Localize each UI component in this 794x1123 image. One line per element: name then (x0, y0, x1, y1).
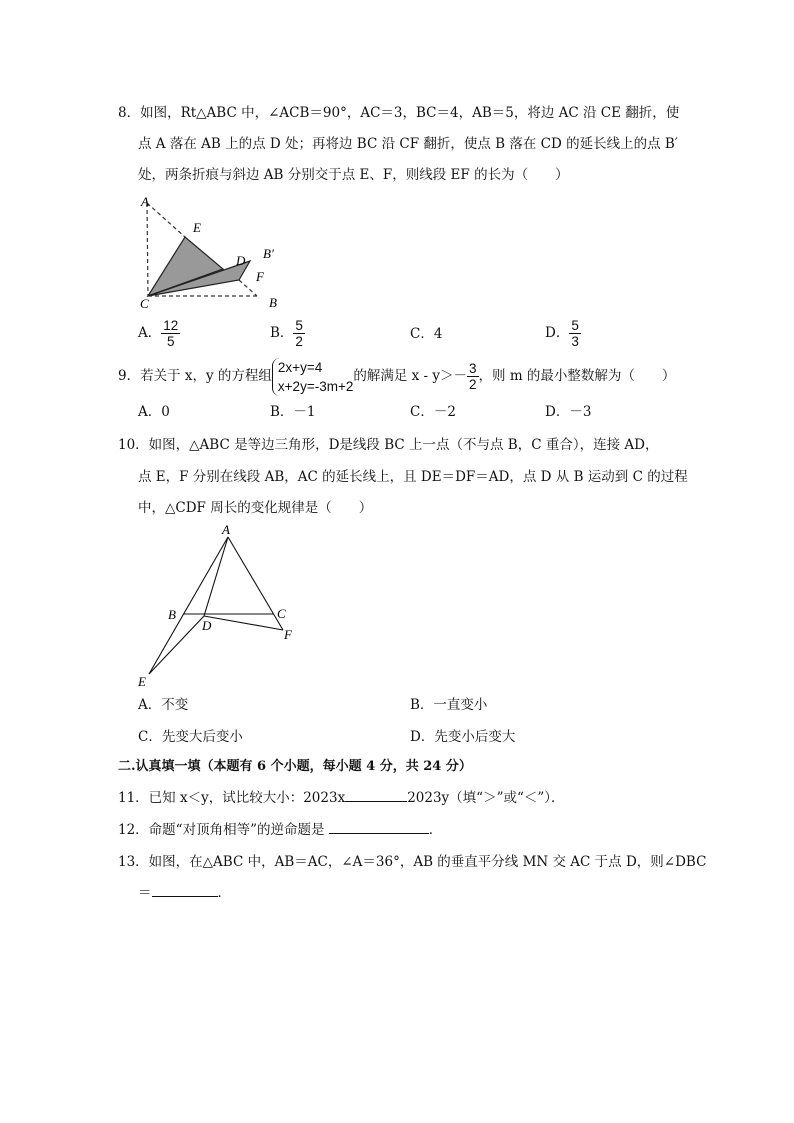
label-A: A (141, 194, 149, 209)
q13-line1: 13．如图，在△ABC 中，AB＝AC，∠A＝36°，AB 的垂直平分线 MN 交 AC 于点 D，则∠DBC (118, 854, 707, 870)
label-C: C (277, 606, 286, 621)
q8-option-c[interactable] (410, 325, 442, 343)
label-E: E (138, 674, 146, 689)
q11-answer-blank[interactable] (345, 801, 407, 802)
label-F: F (256, 269, 264, 284)
q8-option-b[interactable] (270, 318, 305, 349)
option-value: 4 (433, 326, 443, 342)
q13-answer-blank[interactable] (152, 896, 218, 897)
q9-option-d[interactable]: D．－3 (545, 404, 592, 420)
denominator: 2 (295, 334, 303, 349)
equation-2: x+2y=-3m+2 (277, 378, 354, 394)
q8-line3: 处，两条折痕与斜边 AB 分别交于点 E、F，则线段 EF 的长为（ ） (138, 167, 569, 183)
q12-text: 12．命题“对顶角相等”的逆命题是 (118, 822, 329, 838)
q12-text-end: ． (428, 822, 443, 838)
q10-option-a[interactable]: A．不变 (138, 697, 189, 713)
q10-line1: 10．如图，△ABC 是等边三角形，D是线段 BC 上一点（不与点 B，C 重合），连接 AD， (118, 437, 659, 453)
denominator: 2 (469, 377, 477, 392)
q10-line2: 点 E，F 分别在线段 AB，AC 的延长线上，且 DE＝DF＝AD，点 D 从 B 运动到 C 的过程 (138, 469, 688, 485)
option-letter: B． (270, 325, 294, 341)
q8-option-a[interactable] (138, 318, 180, 349)
option-letter: C． (410, 326, 434, 342)
q10-option-b[interactable]: B．一直变小 (410, 697, 488, 713)
numerator: 3 (469, 361, 477, 376)
fraction (161, 318, 180, 349)
q9-stem (118, 356, 675, 396)
q13-line2 (138, 884, 231, 902)
label-B: B (269, 295, 277, 310)
label-D: D (236, 253, 246, 268)
numerator: 5 (295, 318, 303, 333)
label-E: E (193, 220, 201, 235)
numerator: 5 (571, 318, 579, 333)
denominator: 5 (167, 334, 175, 349)
fraction (293, 318, 305, 349)
equals: ＝ (138, 885, 152, 901)
label-B-prime: B′ (263, 246, 274, 261)
q9-mid: 的解满足 x - y＞－ (353, 368, 468, 384)
q9-prefix: 9．若关于 x，y 的方程组 (118, 368, 272, 384)
q8-line1: 8．如图，Rt△ABC 中，∠ACB＝90°，AC＝3，BC＝4，AB＝5，将边 AC 沿 CE 翻折，使 (118, 105, 680, 121)
fraction (467, 361, 479, 392)
q12-answer-blank[interactable] (329, 833, 429, 834)
label-D: D (202, 618, 212, 633)
q10-figure (149, 537, 283, 674)
label-F: F (284, 627, 292, 642)
q10-option-c[interactable]: C．先变大后变小 (138, 729, 243, 745)
q12 (118, 821, 442, 839)
equation-1: 2x+y=4 (277, 359, 323, 375)
period: ． (217, 885, 231, 901)
numerator: 12 (163, 318, 179, 333)
equation-system (272, 358, 353, 396)
q10-line3: 中，△CDF 周长的变化规律是（ ） (138, 500, 373, 516)
option-letter: A． (138, 325, 162, 341)
label-C: C (140, 296, 149, 311)
section-2-heading: 二.认真填一填（本题有 6 个小题，每小题 4 分，共 24 分） (118, 759, 472, 774)
label-B: B (168, 607, 176, 622)
q9-option-b[interactable]: B．－1 (270, 404, 316, 420)
q9-suffix: ，则 m 的最小整数解为（ ） (478, 368, 676, 384)
option-letter: D． (545, 325, 570, 341)
q9-option-a[interactable]: A．0 (138, 404, 170, 420)
q10-option-d[interactable]: D．先变小后变大 (410, 729, 516, 745)
label-A: A (222, 522, 230, 537)
fraction (569, 318, 581, 349)
q8-option-d[interactable] (545, 318, 581, 349)
q11 (118, 789, 565, 807)
q11-text-end: 2023y（填“＞”或“＜”）． (407, 790, 565, 806)
q8-line2: 点 A 落在 AB 上的点 D 处；再将边 BC 沿 CF 翻折，使点 B 落在 CD 的延长线上的点 B′ (138, 136, 678, 152)
denominator: 3 (571, 334, 579, 349)
q9-option-c[interactable]: C．－2 (410, 404, 456, 420)
q11-text: 11．已知 x＜y，试比较大小：2023x (118, 790, 346, 806)
